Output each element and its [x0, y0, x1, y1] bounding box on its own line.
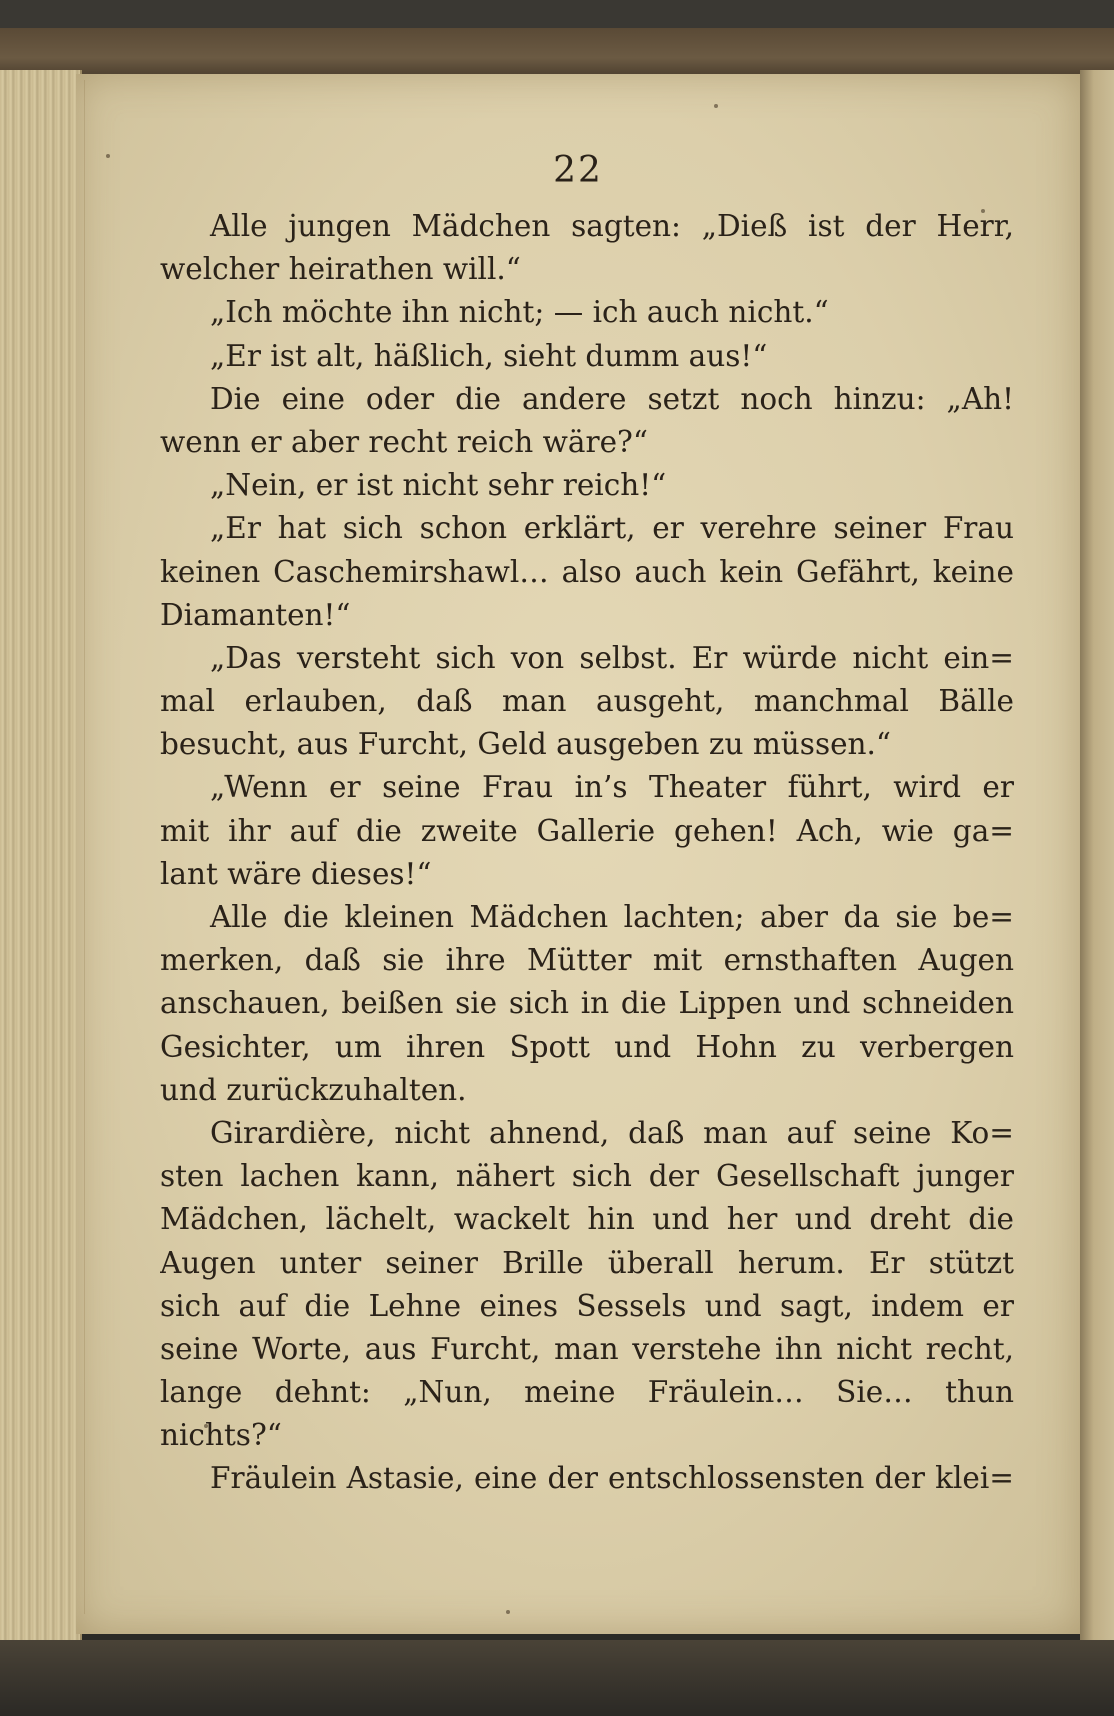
text-line: Gesichter, um ihren Spott und Hohn zu verbergen [160, 1029, 1014, 1064]
text-line: „Er hat sich schon erklärt, er verehre seiner Frau [210, 511, 1014, 546]
text-line: sten lachen kann, nähert sich der Gesellschaft junger [160, 1159, 1014, 1194]
paper-speck [506, 1610, 510, 1614]
book-cover-edge [0, 28, 1114, 78]
text-line: merken, daß sie ihre Mütter mit ernsthaften Augen [160, 943, 1014, 978]
text-line: und zurückzuhalten. [160, 1072, 467, 1107]
text-line: seine Worte, aus Furcht, man verstehe ihn nicht recht, [160, 1331, 1014, 1366]
text-line: lant wäre dieses!“ [160, 856, 432, 891]
text-line: „Nein, er ist nicht sehr reich!“ [210, 468, 667, 503]
text-line: anschauen, beißen sie sich in die Lippen und schneiden [160, 986, 1014, 1021]
text-line: lange dehnt: „Nun, meine Fräulein… Sie… thun [160, 1375, 1014, 1410]
text-line: „Das versteht sich von selbst. Er würde nicht ein= [210, 640, 1014, 675]
text-line: welcher heirathen will.“ [160, 252, 521, 287]
text-line: sich auf die Lehne eines Sessels und sagt, indem er [160, 1288, 1014, 1323]
text-line: mit ihr auf die zweite Gallerie gehen! Ach, wie ga= [160, 813, 1014, 848]
page-number: 22 [553, 150, 603, 191]
text-line: besucht, aus Furcht, Geld ausgeben zu müssen.“ [160, 727, 892, 762]
text-line: Alle jungen Mädchen sagten: „Dieß ist der Herr, [210, 209, 1014, 243]
page-stack-edges [0, 70, 82, 1660]
body-text [160, 205, 1014, 1501]
text-line: „Ich möchte ihn nicht; — ich auch nicht.“ [210, 295, 829, 330]
text-line: wenn er aber recht reich wäre?“ [160, 424, 648, 459]
text-line: Alle die kleinen Mädchen lachten; aber da sie be= [210, 900, 1014, 934]
text-line: Augen unter seiner Brille überall herum. Er stützt [160, 1245, 1014, 1280]
paper-speck [106, 154, 110, 158]
text-line: „Er ist alt, häßlich, sieht dumm aus!“ [210, 338, 768, 373]
paper-speck [714, 104, 718, 108]
bottom-shadow [0, 1640, 1114, 1716]
text-line: „Wenn er seine Frau in’s Theater führt, wird er [210, 770, 1014, 805]
text-line: Diamanten!“ [160, 597, 351, 632]
text-line: Fräulein Astasie, eine der entschlossensten der klei= [210, 1461, 1014, 1496]
text-line: Mädchen, lächelt, wackelt hin und her und dreht die [160, 1202, 1014, 1237]
text-line: nichts?“ [160, 1418, 282, 1453]
text-line: mal erlauben, daß man ausgeht, manchmal Bälle [160, 684, 1014, 719]
text-line: Die eine oder die andere setzt noch hinzu: „Ah! [210, 381, 1014, 416]
next-page-sliver [1080, 70, 1114, 1670]
text-line: keinen Caschemirshawl… also auch kein Gefährt, keine [160, 554, 1014, 589]
text-line: Girardière, nicht ahnend, daß man auf seine Ko= [210, 1115, 1014, 1150]
